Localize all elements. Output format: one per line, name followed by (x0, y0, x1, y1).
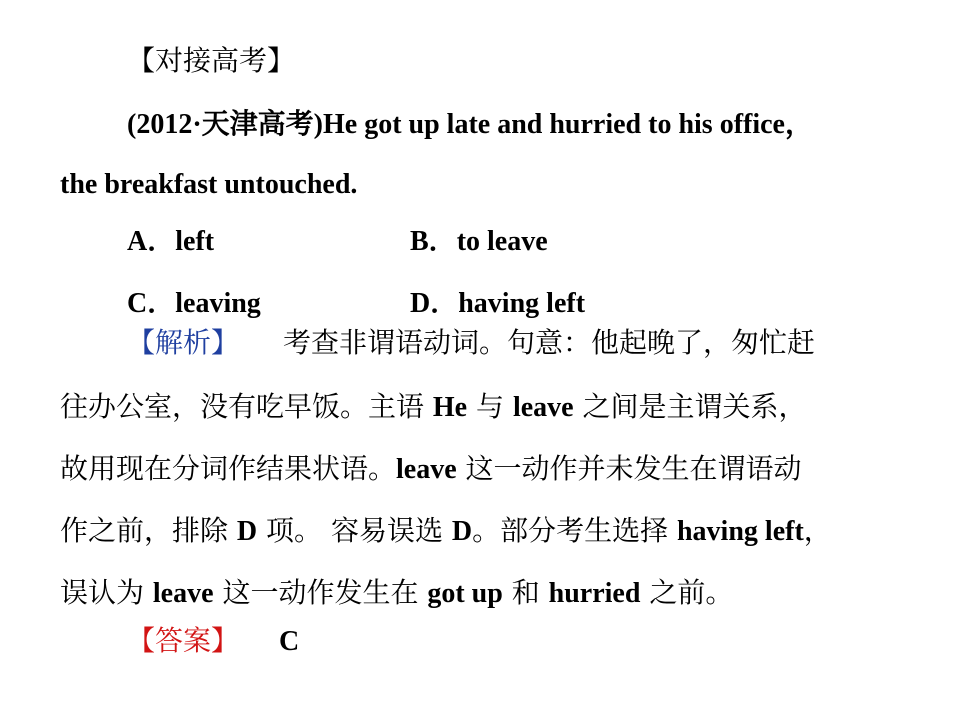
option-c-letter: C． (127, 288, 176, 319)
analysis-text-2e: 之间是主谓关系， (573, 390, 807, 423)
analysis-text-2a: 往办公室，没有吃早饭。主语 (60, 390, 433, 423)
analysis-text-5b: leave (152, 578, 214, 609)
option-b-text: to leave (456, 226, 548, 257)
analysis-text-5e: 和 (502, 576, 549, 609)
analysis-line-3 (60, 452, 802, 485)
analysis-text-4a: 作之前，排除 (60, 514, 237, 547)
option-b (410, 228, 548, 256)
analysis-line-1 (127, 326, 816, 359)
analysis-line-2 (60, 390, 807, 423)
option-d (410, 290, 585, 318)
option-a (127, 228, 214, 256)
analysis-text-4e: 。部分考生选择 (472, 514, 677, 547)
question-source: (2012·天津高考) (127, 109, 323, 140)
analysis-line-5 (60, 576, 734, 609)
analysis-text-4c: 项。 容易误选 (257, 514, 452, 547)
option-c (127, 290, 261, 318)
option-a-letter: A． (127, 226, 176, 257)
analysis-text-1: 考查非谓语动词。句意：他起晚了，匆忙赶 (283, 326, 816, 359)
analysis-text-4g: ， (803, 514, 832, 547)
section-heading: 【对接高考】 (127, 44, 296, 77)
answer-line (127, 624, 300, 657)
analysis-text-2b: He (432, 392, 468, 423)
answer-value: C (279, 626, 300, 657)
analysis-text-3b: leave (396, 454, 457, 485)
analysis-text-5c: 这一动作发生在 (213, 576, 428, 609)
analysis-text-5g: 之前。 (640, 576, 734, 609)
option-d-text: having left (458, 288, 586, 319)
option-c-text: leaving (175, 288, 261, 319)
analysis-text-4b: D (236, 516, 258, 547)
analysis-label: 【解析】 (127, 326, 240, 359)
option-d-letter: D． (410, 288, 459, 319)
option-b-letter: B． (410, 226, 457, 257)
option-a-text: left (175, 226, 215, 257)
answer-label: 【答案】 (127, 624, 240, 657)
analysis-text-2d: leave (512, 392, 574, 423)
analysis-line-4 (60, 514, 832, 547)
analysis-text-3c: 这一动作并未发生在谓语动 (456, 452, 802, 485)
question-stem-line-2: the breakfast untouched. (60, 169, 358, 200)
analysis-text-5a: 误认为 (60, 576, 153, 609)
analysis-text-4f: having left (676, 516, 804, 547)
question-stem-line-1 (127, 111, 813, 139)
analysis-text-4d: D (451, 516, 473, 547)
analysis-text-5f: hurried (548, 578, 641, 609)
question-stem-text: He got up late and hurried to his office， (323, 109, 813, 140)
analysis-text-3a: 故用现在分词作结果状语。 (60, 452, 397, 485)
analysis-text-5d: got up (427, 578, 503, 609)
analysis-text-2c: 与 (467, 390, 513, 423)
